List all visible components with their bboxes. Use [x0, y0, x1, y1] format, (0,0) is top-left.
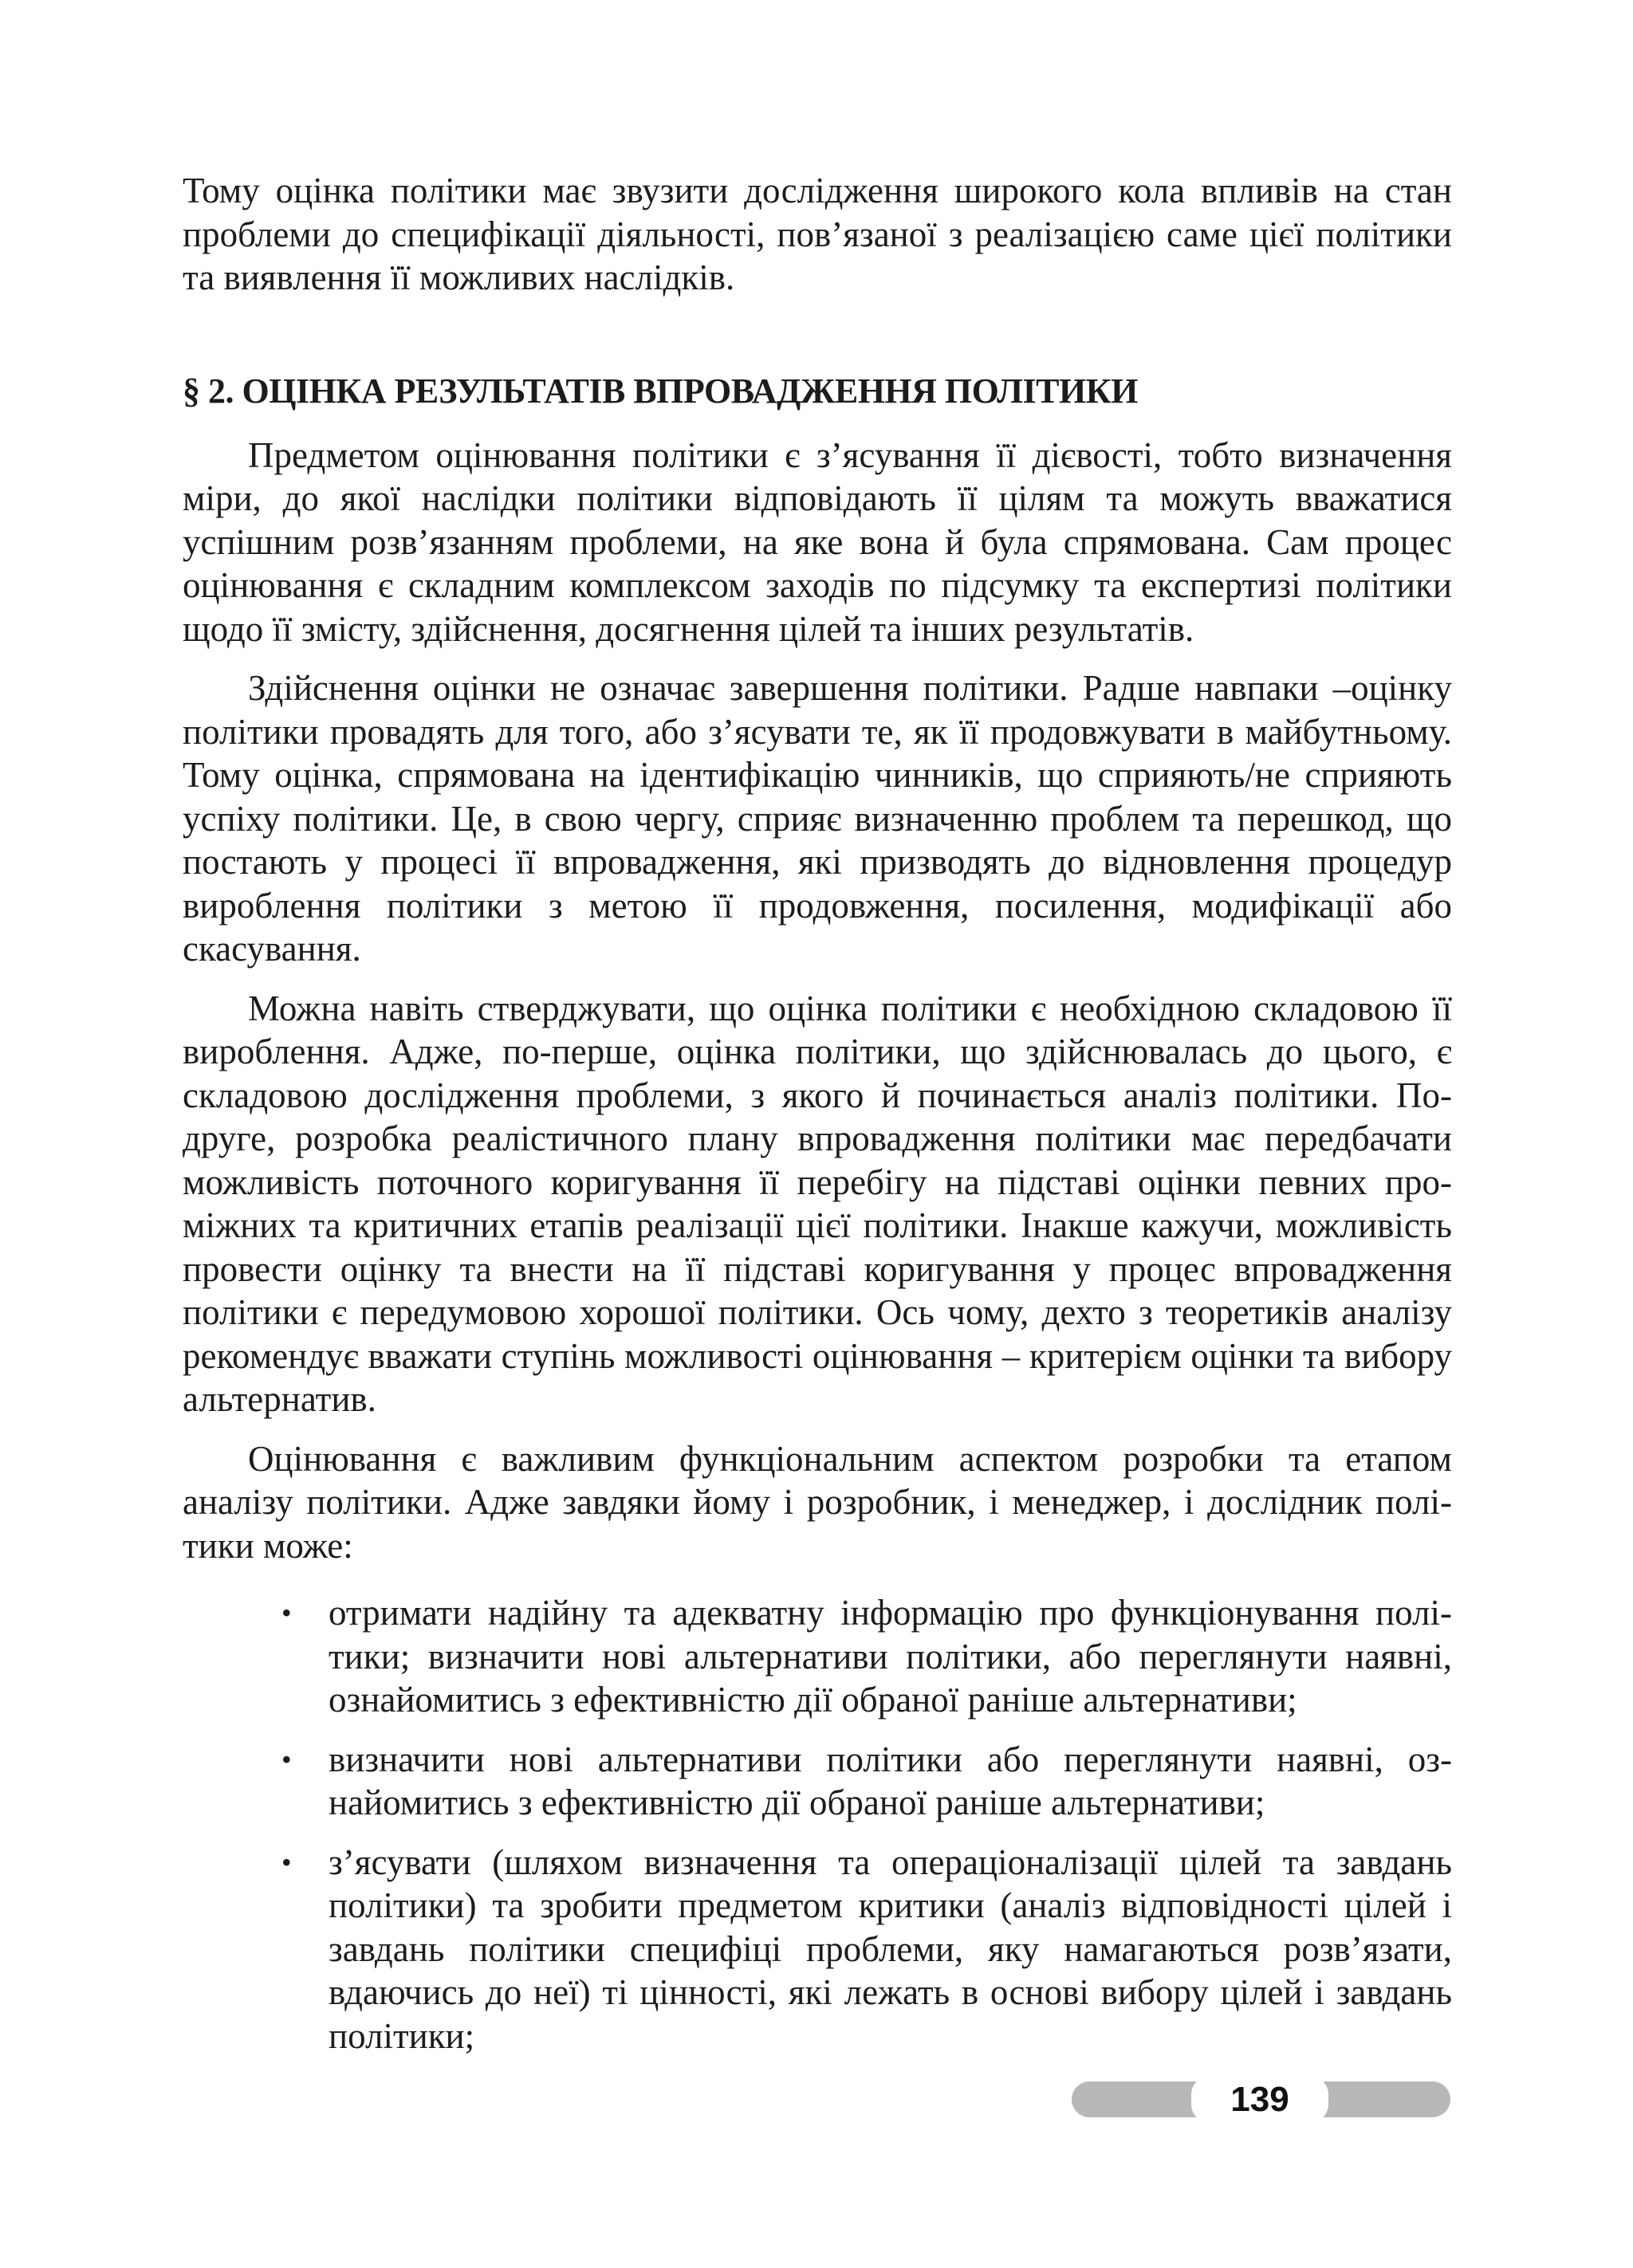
- body-paragraph-2: Здійснення оцінки не означає завершення політики. Радше навпаки –оцінку політики провадять для того, або з’ясувати те, як її продовжувати в майбутньому. Тому оцінка, спрямована на ідентифікацію чинників, що сприяють/не сприяють успіху політики. Це, в свою чергу, сприяє визначенню проблем та перешкод, що постають у процесі її впровадження, які призводять до відновлення процедур вироблення політики з метою її продовження, посилення, модифікації або скасування.: [183, 668, 1452, 969]
- intro-paragraph: Тому оцінка політики має звузити дослідження широкого кола впливів на стан проблеми до специфікації діяльності, пов’язаної з реалізацією саме цієї політики та виявлення її можливих наслідків.: [183, 171, 1452, 297]
- list-item: [281, 1738, 1452, 1825]
- body-paragraph-1: Предметом оцінювання політики є з’ясування її дієвості, тобто визначення міри, до якої наслідки політики відповідають її цілям та можуть вважатися успішним розв’язанням проблеми, на яке вона й була спрямована. Сам процес оцінювання є складним комплексом заходів по підсумку та експертизі політики щодо її змісту, здійснення, досягнення цілей та інших результатів.: [183, 434, 1452, 649]
- bullet-list: [183, 1591, 1452, 2058]
- page-number: 139: [1191, 2077, 1328, 2122]
- list-item-text: з’ясувати (шляхом визначення та операціоналізації цілей та завдань політики) та зробити предметом критики (аналіз відповідності цілей і завдань політики специфіці проблеми, яку намагаються розв’язати, вдаючись до неї) ті цінності, які лежать в основі вибору цілей і завдань політики;: [329, 1842, 1452, 2056]
- list-item-text: визначити нові альтернативи політики або переглянути наявні, ознайомитись з ефективністю дії обраної раніше альтернативи;: [329, 1739, 1452, 1822]
- list-item-text: отримати надійну та адекватну інформацію про функціонування політики; визначити нові альтернативи політики, або переглянути наявні, ознайомитись з ефективністю дії обраної раніше альтернативи;: [329, 1593, 1452, 1720]
- bullet-icon: •: [281, 1597, 292, 1629]
- bullet-icon: •: [281, 1743, 292, 1775]
- list-item: [281, 1841, 1452, 2058]
- bullet-icon: •: [281, 1845, 292, 1878]
- section-heading: § 2. ОЦІНКА РЕЗУЛЬТАТІВ ВПРОВАДЖЕННЯ ПОЛІТИКИ: [183, 371, 1138, 411]
- list-item: [281, 1591, 1452, 1722]
- body-paragraph-3: Можна навіть стверджувати, що оцінка політики є необхідною складовою її вироблення. Адже, по-перше, оцінка політики, що здійснювалась до цього, є складовою дослідження проблеми, з якого й починається аналіз політики. По-друге, розробка реалістичного плану впровадження політики має передбачати можливість поточного коригування її перебігу на підставі оцінки певних проміжних та критичних етапів реалізації цієї політики. Інакше кажучи, можливість провести оцінку та внести на її підставі коригування у процес впровадження політики є передумовою хорошої політики. Ось чому, дехто з теоретиків аналізу рекомендує вважати ступінь можливості оцінювання – критерієм оцінки та вибору альтернатив.: [183, 988, 1452, 1419]
- page-content: [183, 169, 1452, 2073]
- page-footer: [1072, 2077, 1450, 2122]
- body-paragraph-4: Оцінювання є важливим функціональним аспектом розробки та етапом аналізу політики. Адже завдяки йому і розробник, і менеджер, і дослідник політики може:: [183, 1438, 1452, 1566]
